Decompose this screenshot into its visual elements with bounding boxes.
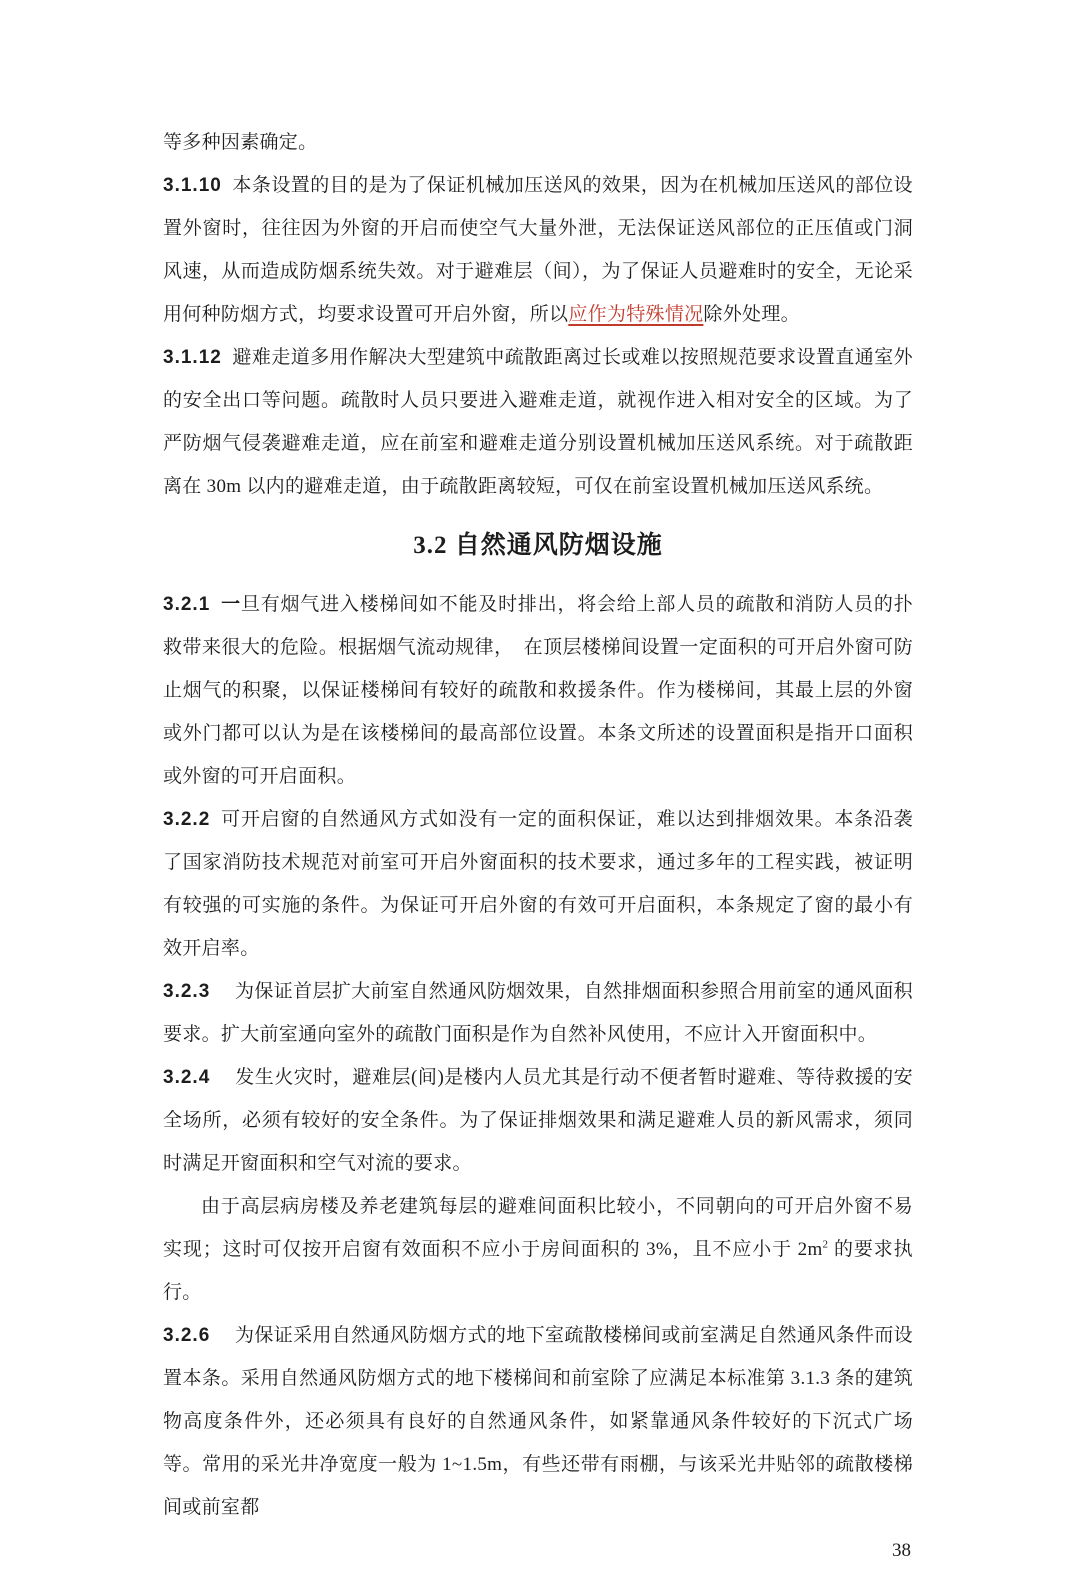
paragraph-3-2-2 bbox=[163, 798, 913, 970]
paragraph-text: 可开启窗的自然通风方式如没有一定的面积保证，难以达到排烟效果。本条沿袭了国家消防技术规范对前室可开启外窗面积的技术要求，通过多年的工程实践，被证明有较强的可实施的条件。为保证可开启外窗的有效可开启面积，本条规定了窗的最小有效开启率。 bbox=[163, 809, 913, 959]
section-number-3-2-4: 3.2.4 bbox=[163, 1067, 211, 1088]
paragraph-text: 为保证首层扩大前室自然通风防烟效果，自然排烟面积参照合用前室的通风面积要求。扩大前室通向室外的疏散门面积是作为自然补风使用，不应计入开窗面积中。 bbox=[163, 981, 913, 1045]
paragraph-text: 的要求执行。 bbox=[163, 1239, 913, 1303]
body-text bbox=[163, 121, 913, 1529]
page-content bbox=[163, 121, 913, 1572]
paragraph-3-1-10 bbox=[163, 164, 913, 336]
paragraph-3-2-4-continuation bbox=[163, 1185, 913, 1314]
bold-lead-char: 一 bbox=[220, 594, 241, 615]
paragraph-text: 避难走道多用作解决大型建筑中疏散距离过长或难以按照规范要求设置直通室外的安全出口等问题。疏散时人员只要进入避难走道，就视作进入相对安全的区域。为了严防烟气侵袭避难走道，应在前室和避难走道分别设置机械加压送风系统。对于疏散距离在 30m 以内的避难走道，由于疏散距离较短，可仅在前室设置机械加压送风系统。 bbox=[163, 347, 913, 497]
section-number-3-2-3: 3.2.3 bbox=[163, 981, 211, 1002]
paragraph-text: 旦有烟气进入楼梯间如不能及时排出，将会给上部人员的疏散和消防人员的扑救带来很大的危险。根据烟气流动规律， 在顶层楼梯间设置一定面积的可开启外窗可防止烟气的积聚，以保证楼梯间有较好的疏散和救援条件。作为楼梯间，其最上层的外窗或外门都可以认为是在该楼梯间的最高部位设置。本条文所述的设置面积是指开口面积或外窗的可开启面积。 bbox=[163, 594, 913, 787]
paragraph-intro-continuation bbox=[163, 121, 913, 164]
paragraph-text: 本条设置的目的是为了保证机械加压送风的效果，因为在机械加压送风的部位设置外窗时，往往因为外窗的开启而使空气大量外泄，无法保证送风部位的正压值或门洞风速，从而造成防烟系统失效。对于避难层（间），为了保证人员避难时的安全，无论采用何种防烟方式，均要求设置可开启外窗，所以 bbox=[163, 175, 913, 325]
paragraph-text: 为保证采用自然通风防烟方式的地下室疏散楼梯间或前室满足自然通风条件而设置本条。采用自然通风防烟方式的地下楼梯间和前室除了应满足本标准第 3.1.3 条的建筑物高度条件外，还必须具有良好的自然通风条件，如紧靠通风条件较好的下沉式广场等。常用的采光井净宽度一般为 1~1.5m，有些还带有雨棚，与该采光井贴邻的疏散楼梯间或前室都 bbox=[163, 1325, 913, 1518]
paragraph-text: 由于高层病房楼及养老建筑每层的避难间面积比较小，不同朝向的可开启外窗不易实现；这时可仅按开启窗有效面积不应小于房间面积的 3%，且不应小于 2m bbox=[163, 1196, 913, 1260]
section-heading-3-2: 3.2 自然通风防烟设施 bbox=[413, 532, 663, 559]
paragraph-3-2-4 bbox=[163, 1056, 913, 1185]
paragraph-text: 发生火灾时，避难层(间)是楼内人员尤其是行动不便者暂时避难、等待救援的安全场所，必须有较好的安全条件。为了保证排烟效果和满足避难人员的新风需求，须同时满足开窗面积和空气对流的要求。 bbox=[163, 1067, 913, 1174]
section-number-3-2-2: 3.2.2 bbox=[163, 809, 211, 830]
paragraph-3-1-12 bbox=[163, 336, 913, 508]
paragraph-text: 等多种因素确定。 bbox=[163, 132, 318, 153]
paragraph-3-2-6 bbox=[163, 1314, 913, 1529]
section-number-3-2-1: 3.2.1 bbox=[163, 594, 211, 615]
paragraph-3-2-1 bbox=[163, 583, 913, 798]
section-number-3-2-6: 3.2.6 bbox=[163, 1325, 211, 1346]
superscript-2: 2 bbox=[822, 1238, 829, 1251]
page-number: 38 bbox=[892, 1540, 911, 1561]
section-number-3-1-12: 3.1.12 bbox=[163, 347, 222, 368]
paragraph-text: 除外处理。 bbox=[703, 304, 800, 325]
red-emphasis-text: 应作为特殊情况 bbox=[568, 304, 704, 325]
paragraph-3-2-3 bbox=[163, 970, 913, 1056]
section-number-3-1-10: 3.1.10 bbox=[163, 175, 222, 196]
